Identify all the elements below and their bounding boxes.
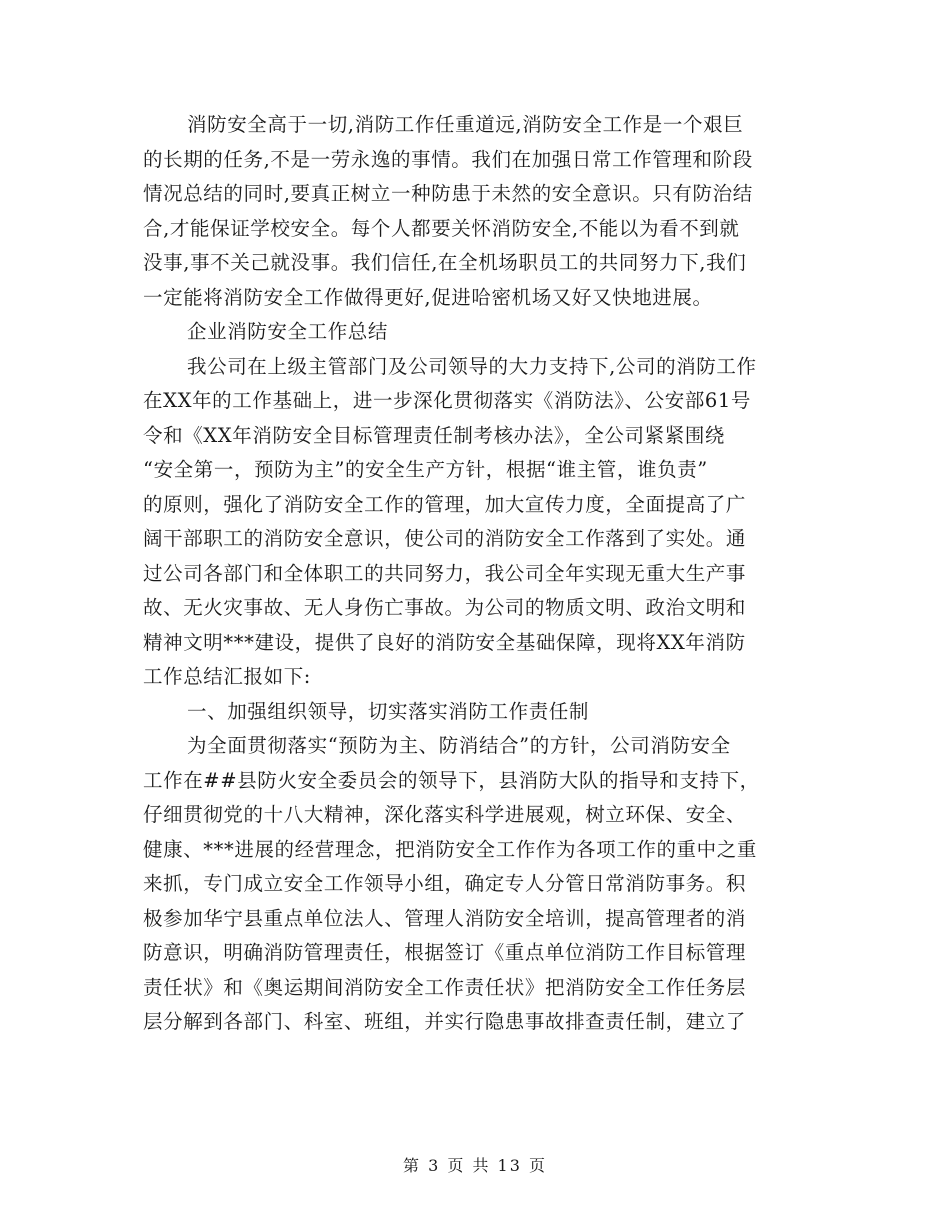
text-line: 健康、***进展的经营理念，把消防安全工作作为各项工作的重中之重 (143, 837, 757, 861)
text-line: 精神文明***建设，提供了良好的消防安全基础保障，现将XX年消防 (143, 630, 746, 654)
text-line: 情况总结的同时,要真正树立一种防患于未然的安全意识。只有防治结 (143, 182, 753, 205)
text-line: 一定能将消防安全工作做得更好,促进哈密机场又好又快地进展。 (143, 285, 713, 309)
text-line: 企业消防安全工作总结 (187, 320, 389, 343)
text-line: “安全第一，预防为主”的安全生产方针，根据“谁主管，谁负责” (143, 458, 708, 481)
text-line: 在XX年的工作基础上，进一步深化贯彻落实《消防法》、公安部61号 (143, 389, 752, 412)
text-line: 阔干部职工的消防安全意识，使公司的消防安全工作落到了实处。通 (143, 527, 747, 550)
text-line: 消防安全高于一切,消防工作任重道远,消防安全工作是一个艰巨 (187, 113, 744, 136)
text-line: 工作总结汇报如下: (143, 665, 311, 688)
text-line: 的原则，强化了消防安全工作的管理，加大宣传力度，全面提高了广 (143, 492, 747, 516)
text-line: 我公司在上级主管部门及公司领导的大力支持下,公司的消防工作 (187, 354, 757, 378)
text-line: 合,才能保证学校安全。每个人都要关怀消防安全,不能以为看不到就 (143, 216, 740, 240)
text-line: 的长期的任务,不是一劳永逸的事情。我们在加强日常工作管理和阶段 (143, 147, 753, 171)
text-line: 工作在##县防火安全委员会的领导下，县消防大队的指导和支持下， (143, 768, 760, 792)
text-line: 极参加华宁县重点单位法人、管理人消防安全培训，提高管理者的消 (143, 906, 747, 930)
page-number-footer: 第 3 页 共 13 页 (403, 1156, 547, 1175)
text-line: 来抓，专门成立安全工作领导小组，确定专人分管日常消防事务。积 (143, 872, 747, 895)
text-line: 责任状》和《奥运期间消防安全工作责任状》把消防安全工作任务层 (143, 975, 747, 999)
text-line: 防意识，明确消防管理责任，根据签订《重点单位消防工作目标管理 (143, 941, 747, 964)
text-line: 仔细贯彻党的十八大精神，深化落实科学进展观，树立环保、安全、 (143, 803, 747, 826)
document-body (143, 108, 813, 1040)
text-line: 过公司各部门和全体职工的共同努力，我公司全年实现无重大生产事 (143, 561, 747, 585)
text-line: 为全面贯彻落实“预防为主、防消结合”的方针，公司消防安全 (187, 734, 731, 757)
text-line: 一、加强组织领导，切实落实消防工作责任制 (187, 699, 590, 723)
text-line: 故、无火灾事故、无人身伤亡事故。为公司的物质文明、政治文明和 (143, 596, 747, 619)
text-line: 没事,事不关己就没事。我们信任,在全机场职员工的共同努力下,我们 (143, 251, 747, 274)
text-line: 令和《XX年消防安全目标管理责任制考核办法》，全公司紧紧围绕 (143, 423, 726, 447)
text-line: 层分解到各部门、科室、班组，并实行隐患事故排查责任制，建立了 (143, 1010, 747, 1033)
